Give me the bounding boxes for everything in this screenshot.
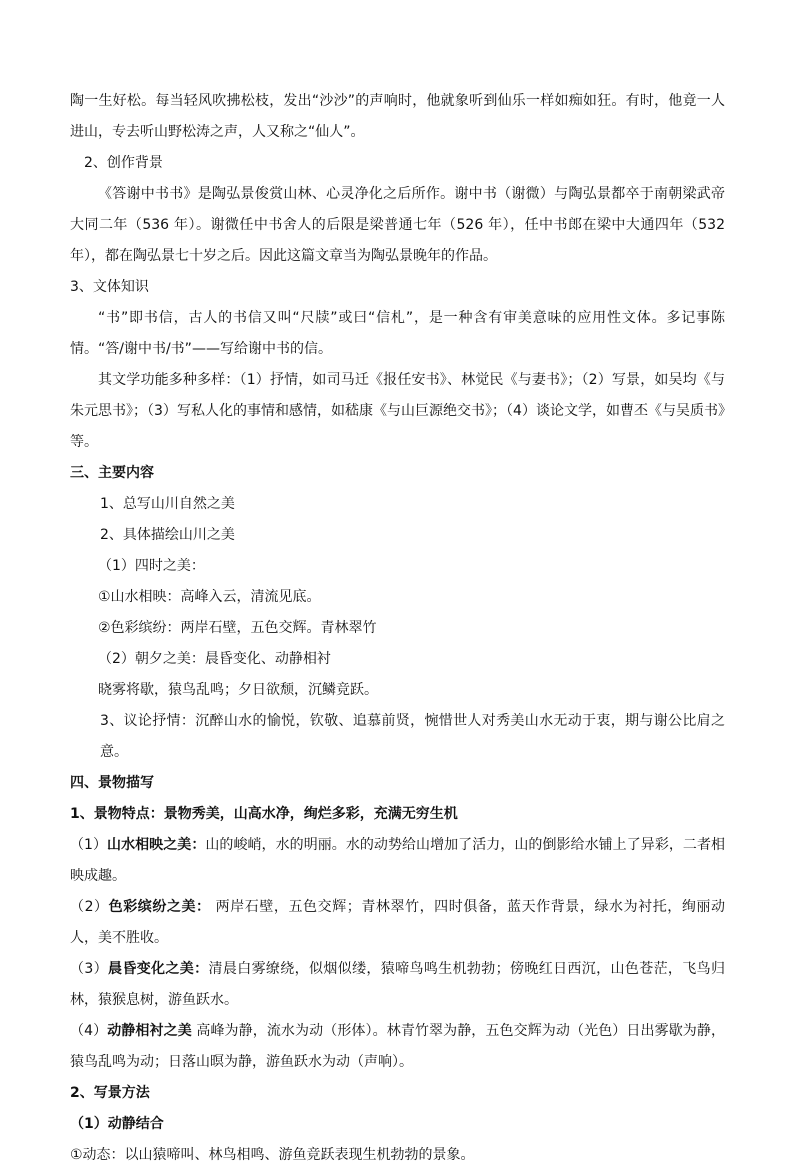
feature-3-bold: 晨昏变化之美： bbox=[107, 961, 209, 977]
paragraph-genre-1: “书”即书信，古人的书信又叫“尺牍”或曰“信札”，是一种含有审美意味的应用性文体。多记事陈情。“答/谢中书/书”——写给谢中书的信。 bbox=[70, 310, 725, 357]
document-page bbox=[70, 86, 725, 1171]
content-item-2-2: （2）朝夕之美：晨昏变化、动静相衬 bbox=[98, 651, 331, 667]
writing-methods-title: 2、写景方法 bbox=[70, 1085, 150, 1101]
scenery-feature-1 bbox=[70, 830, 725, 892]
scenery-feature-2 bbox=[70, 892, 725, 954]
heading-genre-knowledge: 3、文体知识 bbox=[70, 279, 149, 295]
scenery-feature-3 bbox=[70, 954, 725, 1016]
feature-3-text: 清晨白雾缭绕，似烟似缕，猿啼鸟鸣生机勃勃；傍晚红日西沉，山色苍茫，飞鸟归林，猿猴息树，游鱼跃水。 bbox=[70, 961, 726, 1008]
content-item-2-1b: ②色彩缤纷：两岸石壁，五色交辉。青林翠竹 bbox=[98, 620, 377, 636]
content-item-1: 1、总写山川自然之美 bbox=[100, 496, 235, 512]
paragraph-tao-pine: 陶一生好松。每当轻风吹拂松枝，发出“沙沙”的声响时，他就象听到仙乐一样如痴如狂。有时，他竟一人进山，专去听山野松涛之声，人又称之“仙人”。 bbox=[70, 93, 725, 140]
feature-1-label: （1） bbox=[70, 837, 108, 853]
paragraph-background: 《答谢中书书》是陶弘景俊赏山林、心灵净化之后所作。谢中书（谢微）与陶弘景都卒于南朝梁武帝大同二年（536 年）。谢微任中书舍人的后限是梁普通七年（526 年），任中书郎在梁中大通四年（532 年），都在陶弘景七十岁之后。因此这篇文章当为陶弘景晚年的作品。 bbox=[70, 186, 725, 264]
feature-1-text: 山的峻峭，水的明丽。水的动势给山增加了活力，山的倒影给水铺上了异彩，二者相映成趣。 bbox=[70, 837, 725, 884]
scenery-features-title: 1、景物特点：景物秀美，山高水净，绚烂多彩，充满无穷生机 bbox=[70, 806, 458, 822]
feature-2-label: （2） bbox=[70, 899, 109, 915]
feature-4-text: 高峰为静，流水为动（形体）。林青竹翠为静，五色交辉为动（光色）日出雾歇为静，猿鸟乱鸣为动；日落山暝为静，游鱼跃水为动（声响）。 bbox=[70, 1023, 725, 1070]
feature-4-bold: 动静相衬之美 bbox=[107, 1023, 192, 1039]
section-heading-main-content: 三、主要内容 bbox=[70, 465, 154, 481]
content-item-2: 2、具体描绘山川之美 bbox=[100, 527, 235, 543]
content-item-2-2a: 晓雾将歇，猿鸟乱鸣；夕日欲颓，沉鳞竞跃。 bbox=[98, 682, 378, 698]
feature-4-label: （4） bbox=[70, 1023, 108, 1039]
content-item-2-1: （1）四时之美： bbox=[98, 558, 205, 574]
content-item-2-1a: ①山水相映：高峰入云，清流见底。 bbox=[98, 589, 321, 605]
heading-creation-background: 2、创作背景 bbox=[84, 155, 163, 171]
feature-2-text: 两岸石壁，五色交辉；青林翠竹，四时俱备，蓝天作背景，绿水为衬托，绚丽动人，美不胜收。 bbox=[70, 899, 726, 946]
feature-3-label: （3） bbox=[70, 961, 108, 977]
feature-2-bold: 色彩缤纷之美： bbox=[108, 899, 211, 915]
scenery-feature-4 bbox=[70, 1016, 725, 1078]
content-item-3: 3、议论抒情：沉醉山水的愉悦，钦敬、追慕前贤，惋惜世人对秀美山水无动于衷，期与谢公比肩之意。 bbox=[100, 713, 725, 760]
paragraph-genre-2: 其文学功能多种多样：（1）抒情，如司马迁《报任安书》、林觉民《与妻书》；（2）写景，如吴均《与朱元思书》；（3）写私人化的事情和感情，如嵇康《与山巨源绝交书》；（4）谈论文学，如曹丕《与吴质书》等。 bbox=[70, 372, 725, 450]
method-1-dynamic: ①动态：以山猿啼叫、林鸟相鸣、游鱼竞跃表现生机勃勃的景象。 bbox=[70, 1147, 475, 1163]
section-heading-scenery: 四、景物描写 bbox=[70, 775, 154, 791]
feature-1-bold: 山水相映之美： bbox=[107, 837, 206, 853]
method-1-title: （1）动静结合 bbox=[70, 1116, 164, 1132]
